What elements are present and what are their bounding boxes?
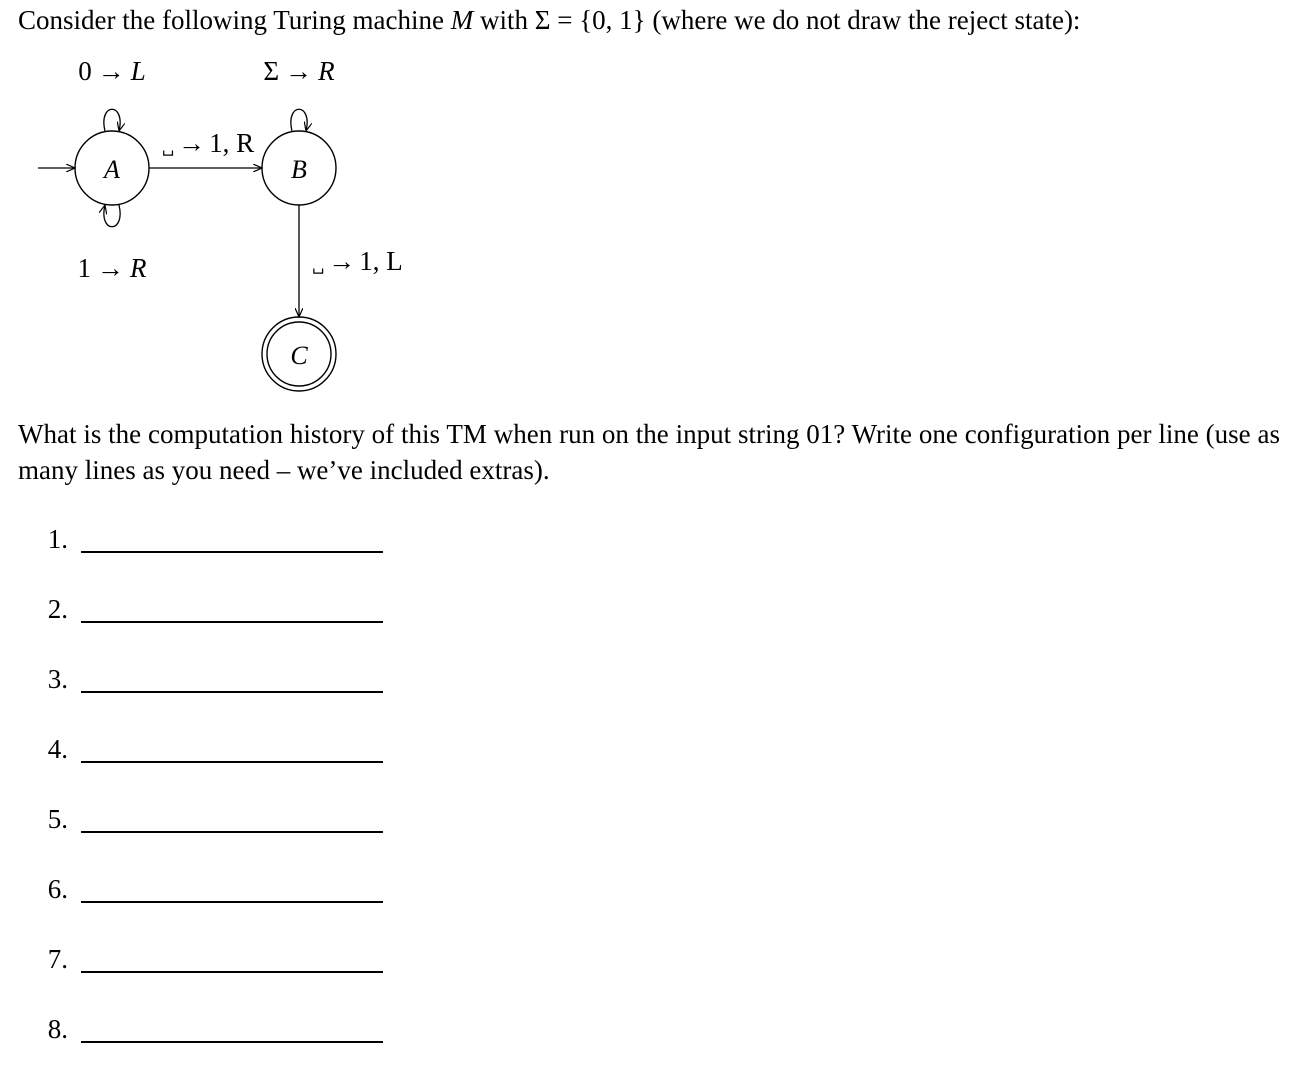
- state-c-label: C: [290, 341, 308, 370]
- answer-number: 2.: [47, 594, 68, 624]
- state-a: [75, 131, 149, 205]
- intro-prefix: Consider the following Turing machine: [18, 5, 444, 35]
- answer-blank-5[interactable]: [81, 831, 383, 833]
- answer-blank-3[interactable]: [81, 691, 383, 693]
- state-b-label: B: [291, 155, 307, 184]
- answer-blank-4[interactable]: [81, 761, 383, 763]
- question-text: What is the computation history of this TM when run on the input string 01? Write one configuration per line (use as many lines as you need – we’ve included extras).: [18, 419, 1280, 485]
- edge-b-to-c-label: ␣ → 1, L: [312, 246, 403, 276]
- state-a-label: A: [104, 155, 120, 184]
- answer-blank-7[interactable]: [81, 971, 383, 973]
- loop-a-bottom: [104, 205, 120, 227]
- answer-number: 8.: [47, 1014, 68, 1044]
- answer-number: 6.: [47, 874, 68, 904]
- alphabet-definition: Σ = {0, 1}: [534, 5, 646, 35]
- answer-blank-6[interactable]: [81, 901, 383, 903]
- answer-number: 7.: [47, 944, 68, 974]
- loop-a-bottom-label: 1 → R: [77, 253, 147, 283]
- answer-blank-1[interactable]: [81, 551, 383, 553]
- answer-blank-8[interactable]: [81, 1041, 383, 1043]
- answer-number: 4.: [47, 734, 68, 764]
- loop-a-top-label: 0 → L: [78, 56, 146, 86]
- answer-number: 5.: [47, 804, 68, 834]
- edge-a-to-b-label: ␣ → 1, R: [161, 128, 255, 158]
- answer-blank-2[interactable]: [81, 621, 383, 623]
- intro-suffix: (where we do not draw the reject state):: [652, 5, 1081, 35]
- machine-symbol: M: [450, 5, 474, 35]
- answer-number: 1.: [47, 524, 68, 554]
- loop-b-top-label: Σ → R: [263, 56, 335, 86]
- state-c: [262, 317, 336, 391]
- intro-with: with: [479, 5, 528, 35]
- state-b: [262, 131, 336, 205]
- loop-b-top: [291, 109, 307, 131]
- turing-machine-diagram: [0, 0, 1310, 420]
- loop-a-top: [104, 109, 120, 131]
- answer-number: 3.: [47, 664, 68, 694]
